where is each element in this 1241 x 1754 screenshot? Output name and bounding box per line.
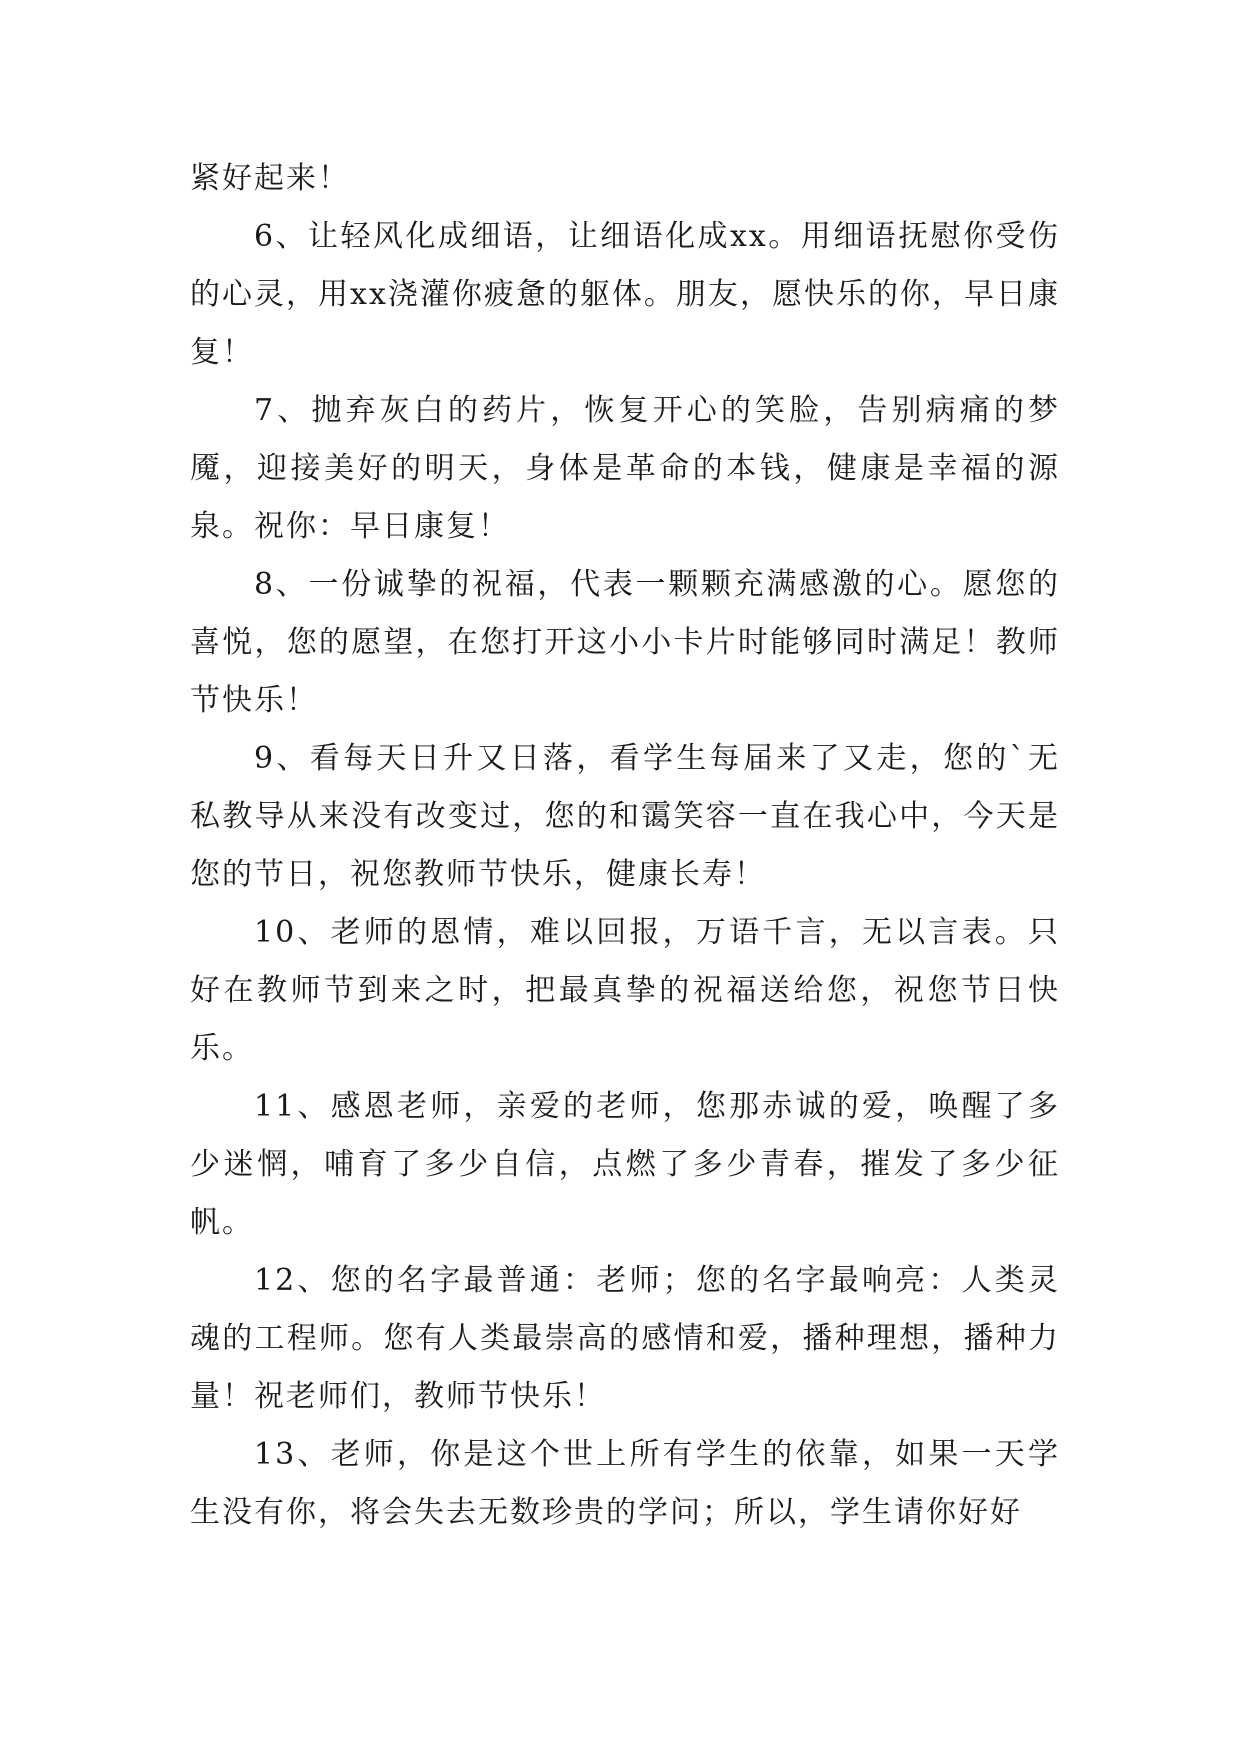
document-body — [190, 150, 1060, 1542]
paragraph-item-10: 10、老师的恩情，难以回报，万语千言，无以言表。只好在教师节到来之时，把最真挚的祝福送给您，祝您节日快乐。 — [190, 915, 1060, 1066]
paragraph-item-13: 13、老师，你是这个世上所有学生的依靠，如果一天学生没有你，将会失去无数珍贵的学问；所以，学生请你好好 — [190, 1437, 1060, 1530]
paragraph-continuation: 紧好起来！ — [190, 161, 350, 196]
paragraph-item-11: 11、感恩老师，亲爱的老师，您那赤诚的爱，唤醒了多少迷惘，哺育了多少自信，点燃了多少青春，摧发了多少征帆。 — [190, 1089, 1060, 1240]
paragraph-item-8: 8、一份诚挚的祝福，代表一颗颗充满感激的心。愿您的喜悦，您的愿望，在您打开这小小卡片时能够同时满足！教师节快乐！ — [190, 567, 1060, 718]
paragraph-item-7: 7、抛弃灰白的药片，恢复开心的笑脸，告别病痛的梦魇，迎接美好的明天，身体是革命的本钱，健康是幸福的源泉。祝你：早日康复！ — [190, 393, 1060, 544]
paragraph-item-6: 6、让轻风化成细语，让细语化成xx。用细语抚慰你受伤的心灵，用xx浇灌你疲惫的躯体。朋友，愿快乐的你，早日康复！ — [190, 219, 1060, 370]
paragraph-item-9: 9、看每天日升又日落，看学生每届来了又走，您的`无私教导从来没有改变过，您的和霭笑容一直在我心中，今天是您的节日，祝您教师节快乐，健康长寿！ — [190, 741, 1060, 892]
paragraph-item-12: 12、您的名字最普通：老师；您的名字最响亮：人类灵魂的工程师。您有人类最崇高的感情和爱，播种理想，播种力量！祝老师们，教师节快乐！ — [190, 1263, 1060, 1414]
